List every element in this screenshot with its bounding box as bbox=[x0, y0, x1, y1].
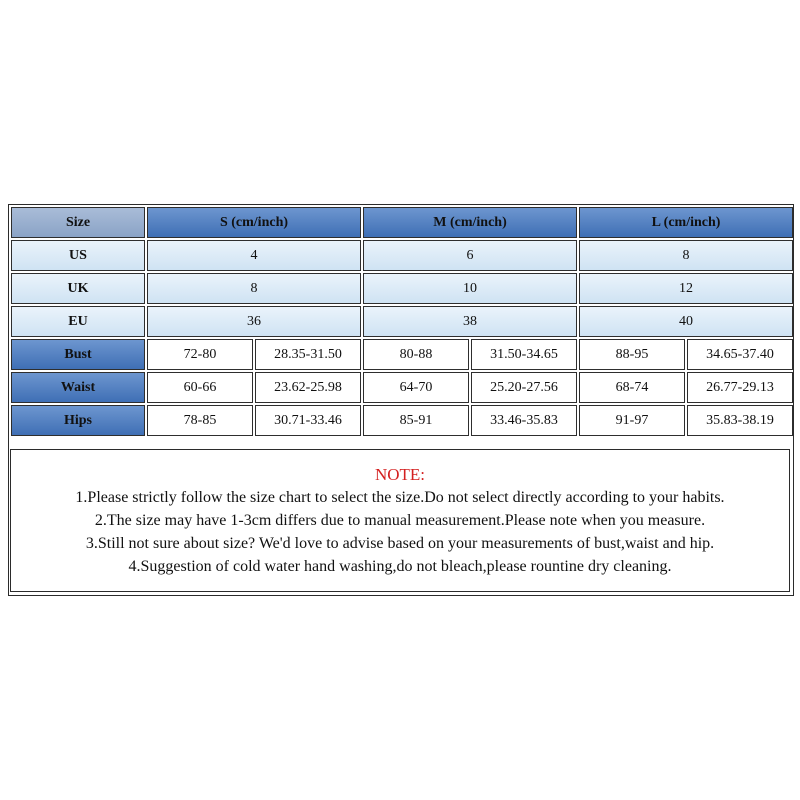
row-label-waist: Waist bbox=[11, 372, 145, 403]
note-line-4: 4.Suggestion of cold water hand washing,do not bleach,please rountine dry cleaning. bbox=[128, 558, 672, 575]
table-header-row bbox=[11, 207, 793, 238]
table-cell: 80-88 bbox=[363, 339, 469, 370]
table-cell: 26.77-29.13 bbox=[687, 372, 793, 403]
table-cell: 91-97 bbox=[579, 405, 685, 436]
table-cell: 10 bbox=[363, 273, 577, 304]
table-cell: 85-91 bbox=[363, 405, 469, 436]
row-label-us: US bbox=[11, 240, 145, 271]
table-cell: 68-74 bbox=[579, 372, 685, 403]
row-label-uk: UK bbox=[11, 273, 145, 304]
table-cell: 88-95 bbox=[579, 339, 685, 370]
table-row bbox=[11, 306, 793, 337]
table-cell: 31.50-34.65 bbox=[471, 339, 577, 370]
table-cell: 35.83-38.19 bbox=[687, 405, 793, 436]
note-line-3: 3.Still not sure about size? We'd love to advise based on your measurements of bust,waist and hip. bbox=[85, 535, 715, 552]
table-cell: 4 bbox=[147, 240, 361, 271]
table-cell: 23.62-25.98 bbox=[255, 372, 361, 403]
table-cell: 72-80 bbox=[147, 339, 253, 370]
size-s-header: S (cm/inch) bbox=[147, 207, 361, 238]
size-l-header: L (cm/inch) bbox=[579, 207, 793, 238]
table-row bbox=[11, 240, 793, 271]
table-cell: 36 bbox=[147, 306, 361, 337]
table-cell: 12 bbox=[579, 273, 793, 304]
table-cell: 33.46-35.83 bbox=[471, 405, 577, 436]
table-cell: 8 bbox=[579, 240, 793, 271]
note-title: NOTE: bbox=[374, 465, 426, 484]
table-cell: 40 bbox=[579, 306, 793, 337]
table-cell: 28.35-31.50 bbox=[255, 339, 361, 370]
table-row bbox=[11, 339, 793, 370]
table-cell: 78-85 bbox=[147, 405, 253, 436]
table-cell: 64-70 bbox=[363, 372, 469, 403]
table-cell: 30.71-33.46 bbox=[255, 405, 361, 436]
note-box bbox=[10, 449, 790, 592]
note-line-1: 1.Please strictly follow the size chart to select the size.Do not select directly according to your habits. bbox=[75, 489, 725, 506]
table-row bbox=[11, 273, 793, 304]
row-label-bust: Bust bbox=[11, 339, 145, 370]
table-cell: 8 bbox=[147, 273, 361, 304]
table-cell: 60-66 bbox=[147, 372, 253, 403]
table-row bbox=[11, 372, 793, 403]
size-table bbox=[9, 205, 795, 438]
size-header-cell: Size bbox=[11, 207, 145, 238]
table-cell: 34.65-37.40 bbox=[687, 339, 793, 370]
table-cell: 38 bbox=[363, 306, 577, 337]
table-cell: 25.20-27.56 bbox=[471, 372, 577, 403]
table-row bbox=[11, 405, 793, 436]
note-line-2: 2.The size may have 1-3cm differs due to manual measurement.Please note when you measure. bbox=[94, 512, 706, 529]
size-chart bbox=[8, 204, 794, 596]
row-label-eu: EU bbox=[11, 306, 145, 337]
table-cell: 6 bbox=[363, 240, 577, 271]
size-m-header: M (cm/inch) bbox=[363, 207, 577, 238]
row-label-hips: Hips bbox=[11, 405, 145, 436]
